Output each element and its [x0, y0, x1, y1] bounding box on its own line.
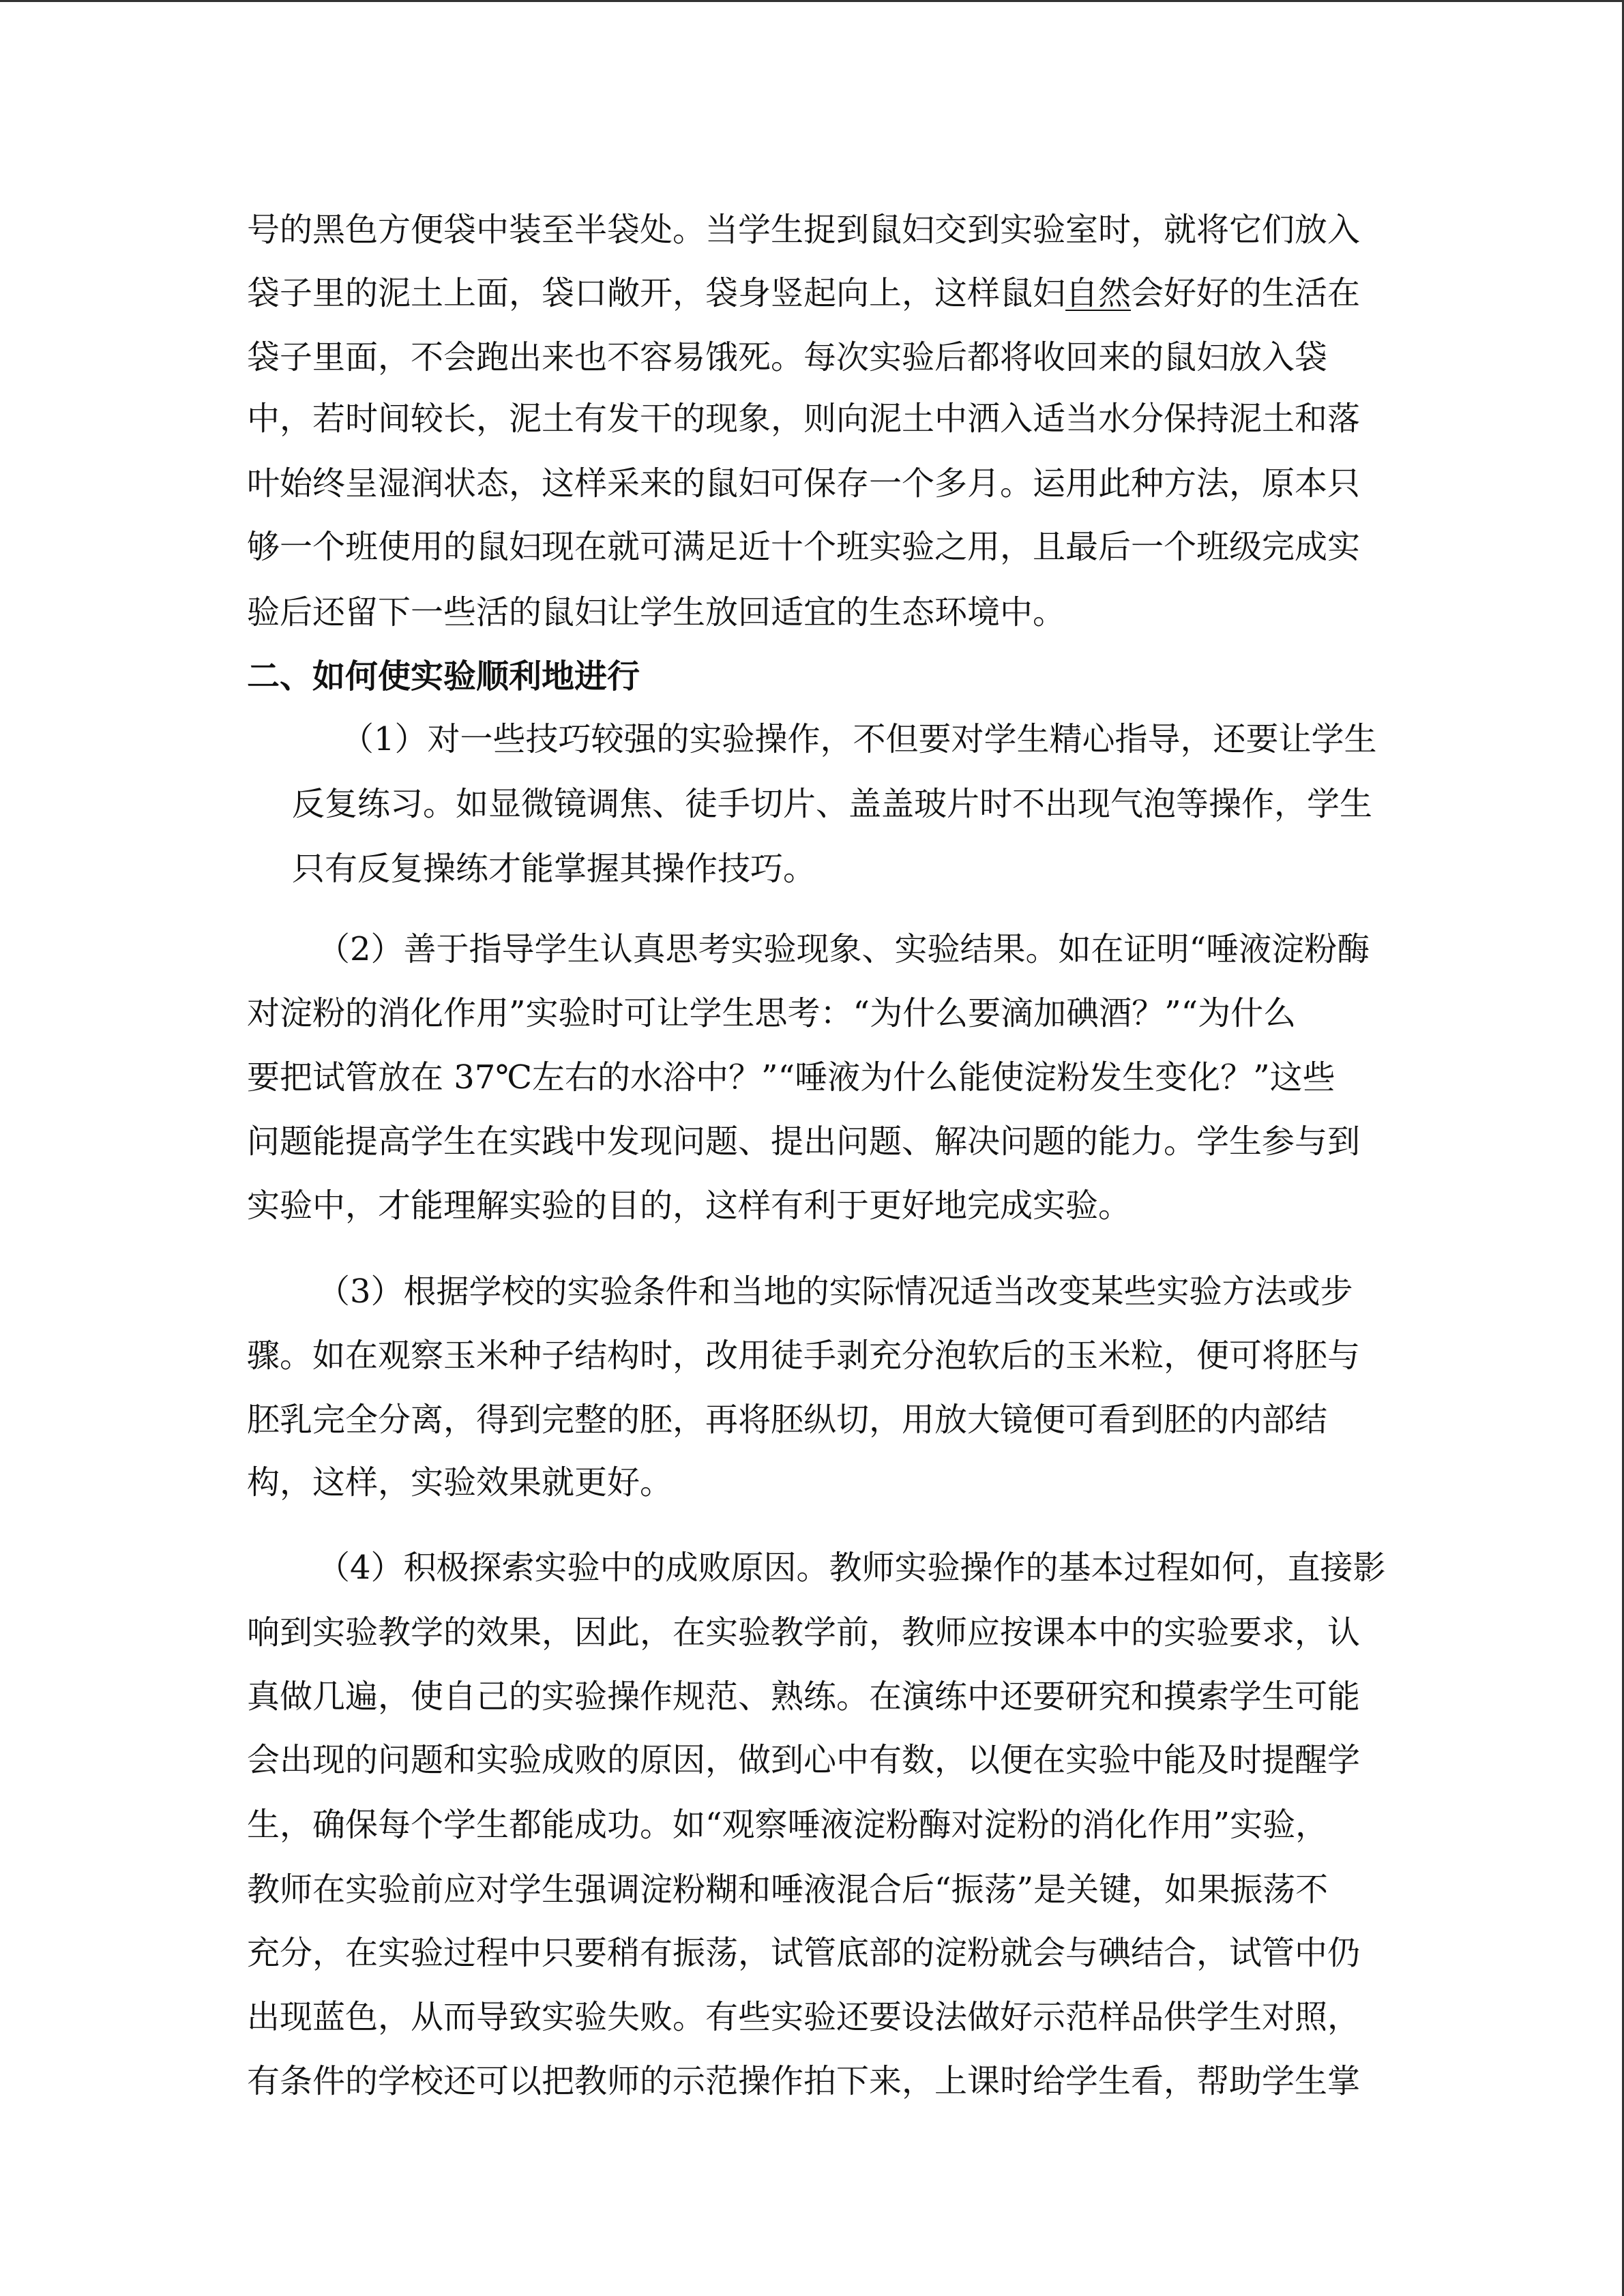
paragraph1-line1: 号的黑色方便袋中装至半袋处。当学生捉到鼠妇交到实验室时，就将它们放入: [247, 211, 1361, 249]
item4-line1: （4）积极探索实验中的成败原因。教师实验操作的基本过程如何，直接影: [317, 1549, 1386, 1587]
item3-line4: 构，这样，实验效果就更好。: [247, 1463, 673, 1502]
item2-line2: 对淀粉的消化作用”实验时可让学生思考：“为什么要滴加碘酒？”“为什么: [247, 994, 1297, 1032]
item4-line8: 出现蓝色，从而导致实验失败。有些实验还要设法做好示范样品供学生对照，: [247, 1998, 1361, 2036]
paragraph1-line6: 够一个班使用的鼠妇现在就可满足近十个班实验之用，且最后一个班级完成实: [247, 528, 1361, 566]
item4-line6: 教师在实验前应对学生强调淀粉糊和唾液混合后“振荡”是关键，如果振荡不: [247, 1870, 1329, 1909]
item4-line5: 生，确保每个学生都能成功。如“观察唾液淀粉酶对淀粉的消化作用”实验，: [247, 1806, 1329, 1844]
underlined-word: 自然: [1065, 274, 1132, 312]
item4-line4: 会出现的问题和实验成败的原因，做到心中有数，以便在实验中能及时提醒学: [247, 1741, 1361, 1779]
item1-line1: （1）对一些技巧较强的实验操作，不但要对学生精心指导，还要让学生: [341, 720, 1377, 758]
paragraph1-line2-after: 会好好的生活在: [1131, 274, 1361, 312]
item1-line3: 只有反复操练才能掌握其操作技巧。: [292, 850, 816, 888]
paragraph1-line3: 袋子里面，不会跑出来也不容易饿死。每次实验后都将收回来的鼠妇放入袋: [247, 338, 1328, 376]
paragraph1-line2: [247, 274, 1361, 312]
item3-line2: 骤。如在观察玉米种子结构时，改用徒手剥充分泡软后的玉米粒，便可将胚与: [247, 1337, 1361, 1375]
item3-line3: 胚乳完全分离，得到完整的胚，再将胚纵切，用放大镜便可看到胚的内部结: [247, 1401, 1328, 1439]
page-border-top: [0, 0, 1624, 2]
item4-line7: 充分，在实验过程中只要稍有振荡，试管底部的淀粉就会与碘结合，试管中仍: [247, 1934, 1361, 1972]
paragraph1-line4: 中，若时间较长，泥土有发干的现象，则向泥土中洒入适当水分保持泥土和落: [247, 400, 1361, 438]
paragraph1-line2-before: 袋子里的泥土上面，袋口敞开，袋身竖起向上，这样鼠妇: [247, 274, 1066, 312]
section-heading: 二、如何使实验顺利地进行: [247, 657, 640, 696]
item4-line9: 有条件的学校还可以把教师的示范操作拍下来，上课时给学生看，帮助学生掌: [247, 2062, 1361, 2100]
item2-line3: 要把试管放在 37℃左右的水浴中？”“唾液为什么能使淀粉发生变化？”这些: [247, 1058, 1335, 1097]
paragraph1-line7: 验后还留下一些活的鼠妇让学生放回适宜的生态环境中。: [247, 593, 1066, 631]
paragraph1-line5: 叶始终呈湿润状态，这样采来的鼠妇可保存一个多月。运用此种方法，原本只: [247, 464, 1361, 503]
item1-line2: 反复练习。如显微镜调焦、徒手切片、盖盖玻片时不出现气泡等操作，学生: [292, 785, 1373, 823]
item4-line3: 真做几遍，使自己的实验操作规范、熟练。在演练中还要研究和摸索学生可能: [247, 1678, 1361, 1716]
item2-line4: 问题能提高学生在实践中发现问题、提出问题、解决问题的能力。学生参与到: [247, 1122, 1361, 1161]
item2-line5: 实验中，才能理解实验的目的，这样有利于更好地完成实验。: [247, 1187, 1132, 1225]
item4-line2: 响到实验教学的效果，因此，在实验教学前，教师应按课本中的实验要求，认: [247, 1613, 1361, 1652]
item2-line1: （2）善于指导学生认真思考实验现象、实验结果。如在证明“唾液淀粉酶: [317, 930, 1370, 968]
item3-line1: （3）根据学校的实验条件和当地的实际情况适当改变某些实验方法或步: [317, 1272, 1353, 1311]
